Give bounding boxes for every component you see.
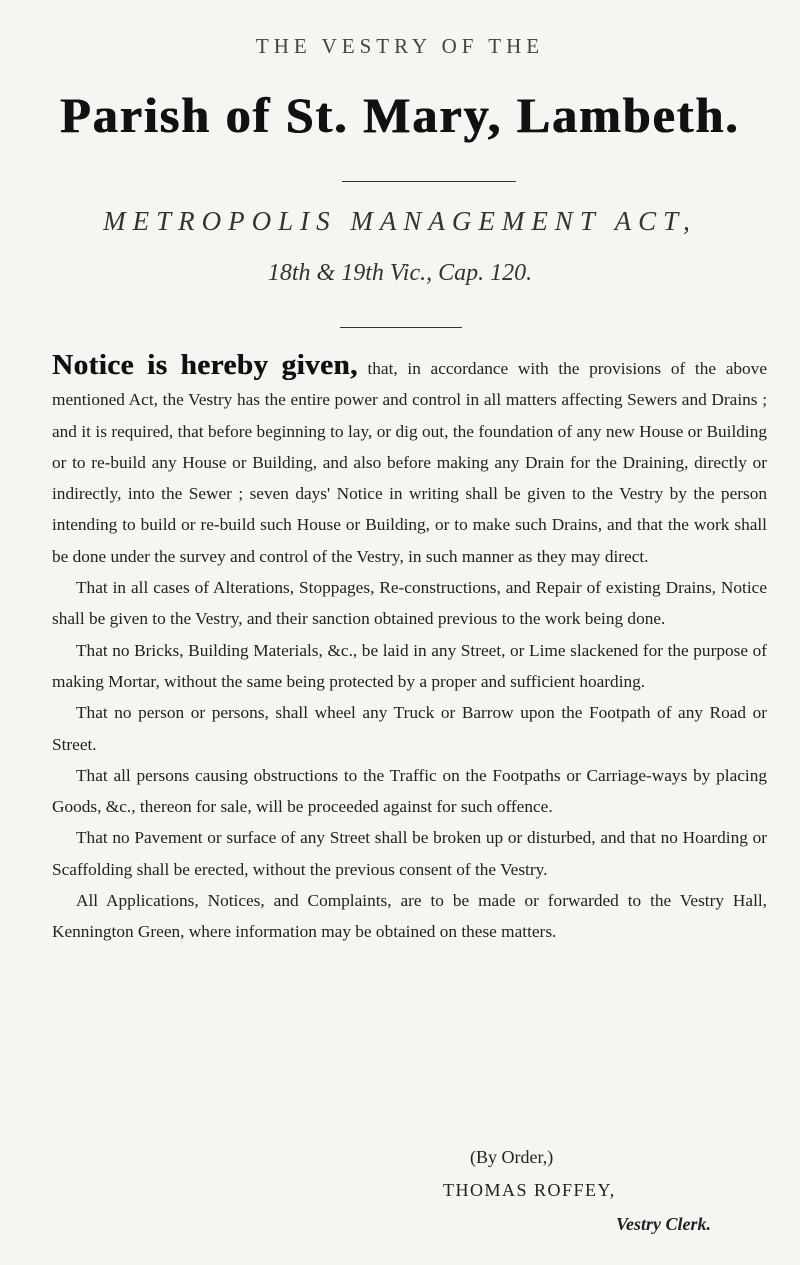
act-citation: 18th & 19th Vic., Cap. 120. xyxy=(267,260,533,286)
by-order-line: (By Order,) xyxy=(470,1147,554,1167)
parish-title: Parish of St. Mary, Lambeth. xyxy=(60,87,740,143)
divider-rule xyxy=(342,181,516,182)
clerk-title: Vestry Clerk. xyxy=(616,1214,712,1234)
notice-paragraph: That in all cases of Alterations, Stoppages, Re-constructions, and Repair of existing Drains, Notice shall be given to the Vestry, and their sanction obtained previous to the work being done. xyxy=(52,578,767,629)
notice-paragraph xyxy=(52,350,767,572)
notice-paragraph: That all persons causing obstructions to the Traffic on the Footpaths or Carriage-ways by placing Goods, &c., thereon for sale, will be proceeded against for such offence. xyxy=(52,765,767,817)
notice-body xyxy=(52,350,767,948)
notice-paragraph: All Applications, Notices, and Complaints, are to be made or forwarded to the Vestry Hall, Kennington Green, where information may be obtained on these matters. xyxy=(52,891,767,942)
clerk-name: THOMAS ROFFEY, xyxy=(443,1180,616,1200)
notice-paragraph-text: that, in accordance with the provisions of the above mentioned Act, the Vestry has the entire power and control in all matters affecting Sewers and Drains ; and it is required, that before beginning to lay, or dig out, the foundation of any new House or Building or to re-build any House or Building, and also before making any Drain for the Draining, directly or indirectly, into the Sewer ; seven days' Notice in writing shall be given to the Vestry by the person intending to build or re-build such House or Building, or to make such Drains, and that the work shall be done under the survey and control of the Vestry, in such manner as they may direct. xyxy=(52,359,767,566)
act-title: METROPOLIS MANAGEMENT ACT, xyxy=(103,206,697,236)
notice-lead: Notice is hereby given, xyxy=(52,349,358,381)
notice-paragraph: That no Pavement or surface of any Street shall be broken up or disturbed, and that no Hoarding or Scaffolding shall be erected, without the previous consent of the Vestry. xyxy=(52,828,767,879)
notice-paragraph: That no Bricks, Building Materials, &c., be laid in any Street, or Lime slackened for the purpose of making Mortar, without the same being protected by a proper and sufficient hoarding. xyxy=(52,640,767,691)
vestry-heading: THE VESTRY OF THE xyxy=(255,34,545,58)
divider-rule xyxy=(340,327,462,328)
notice-paragraph: That no person or persons, shall wheel any Truck or Barrow upon the Footpath of any Road or Street. xyxy=(52,703,767,754)
